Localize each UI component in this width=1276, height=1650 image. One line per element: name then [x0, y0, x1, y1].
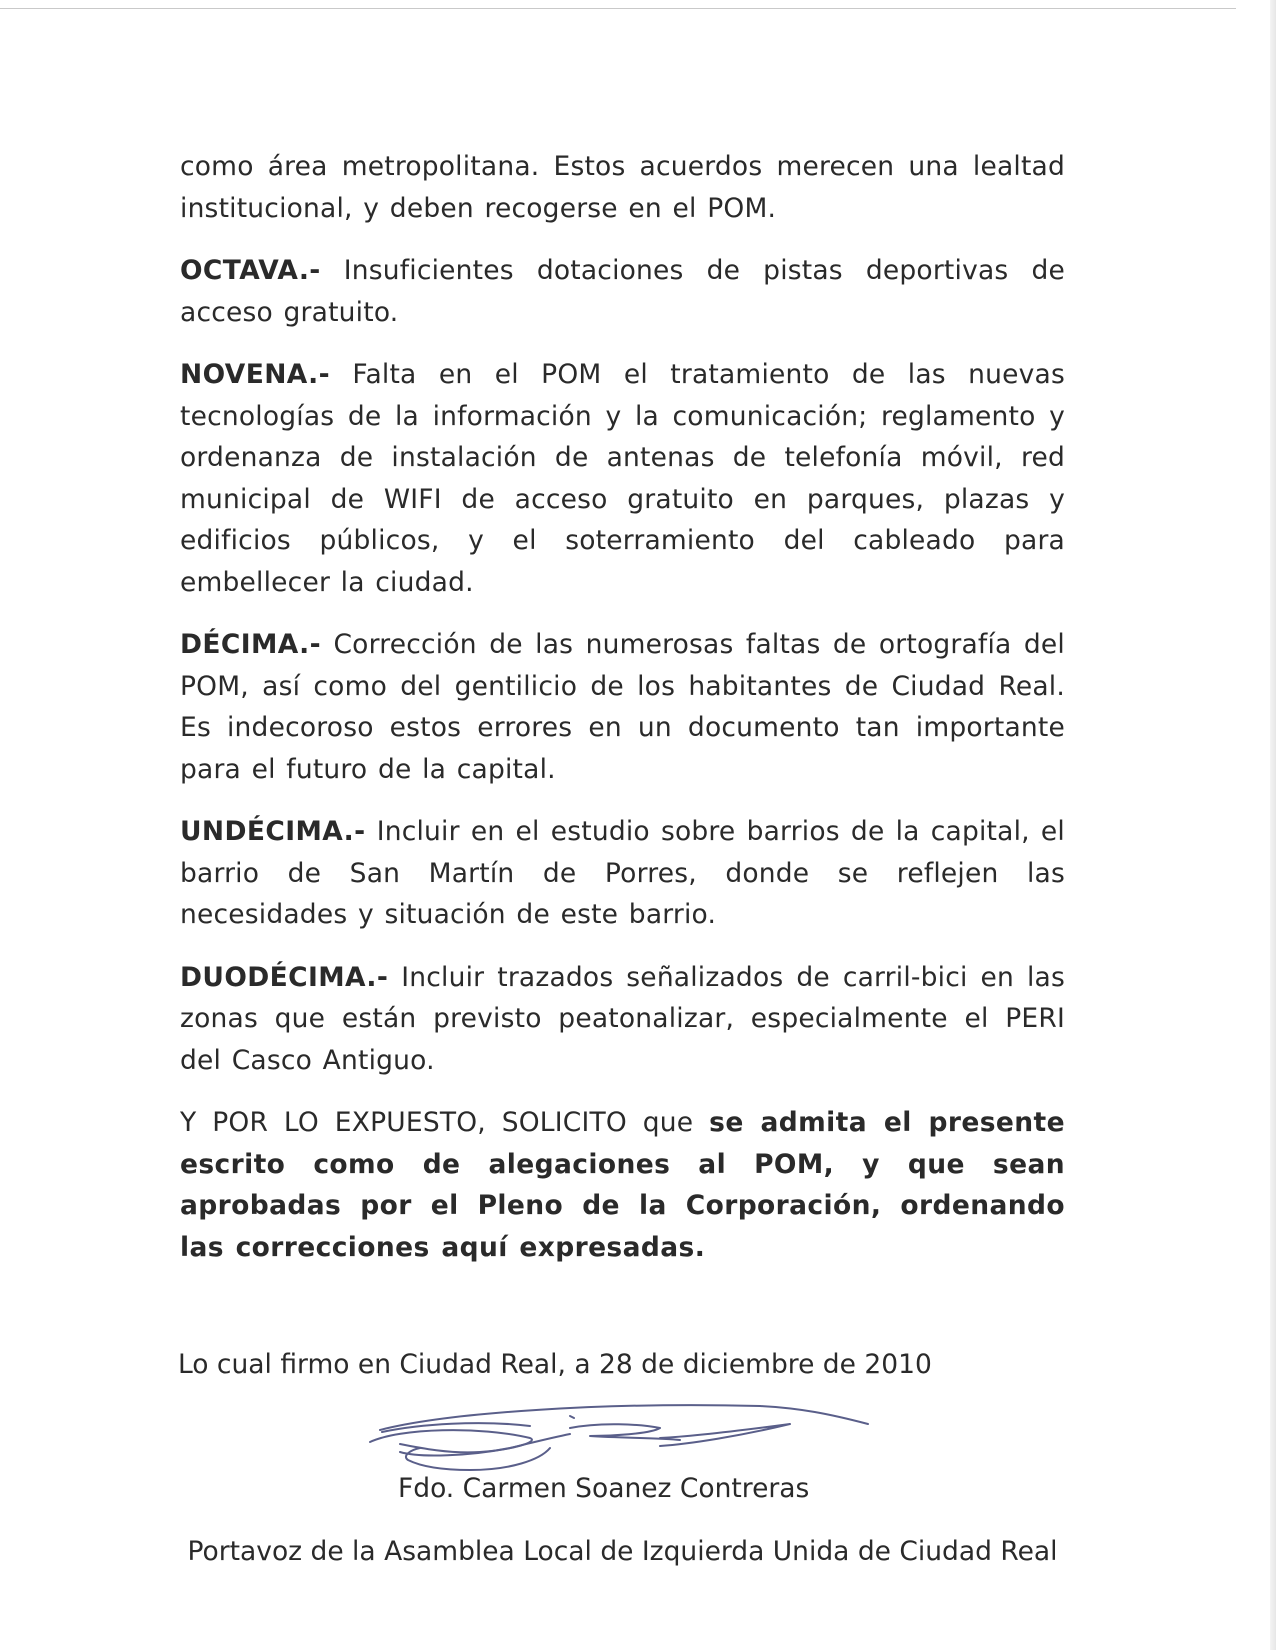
document-body: [180, 146, 1065, 1289]
signer-role: Portavoz de la Asamblea Local de Izquierda Unida de Ciudad Real: [187, 1536, 1058, 1567]
paragraph-novena: [180, 354, 1065, 603]
clause-heading: NOVENA.-: [180, 359, 331, 390]
clause-heading: DUODÉCIMA.-: [180, 961, 389, 993]
paragraph-text: como área metropolitana. Estos acuerdos merecen una lealtad institucional, y deben recogerse en el POM.: [180, 151, 1065, 224]
paragraph-octava: [180, 250, 1065, 333]
paragraph-text: Corrección de las numerosas faltas de ortografía del POM, así como del gentilicio de los habitantes de Ciudad Real. Es indecoroso estos errores en un documento tan importante para el futuro de la capital.: [180, 629, 1065, 785]
paragraph-decima: [180, 624, 1065, 790]
paragraph-request: [180, 1102, 1065, 1268]
handwritten-signature: [360, 1398, 900, 1478]
paragraph-text: Falta en el POM el tratamiento de las nuevas tecnologías de la información y la comunicación; reglamento y ordenanza de instalación de antenas de telefonía móvil, red municipal de WIFI de acceso gratuito en parques, plazas y edificios públicos, y el soterramiento del cableado para embellecer la ciudad.: [180, 359, 1065, 598]
scan-edge-line: [0, 8, 1236, 9]
signer-name: Fdo. Carmen Soanez Contreras: [398, 1473, 810, 1504]
request-bold: se admita el presente escrito como de alegaciones al POM, y que sean aprobadas por el Pleno de la Corporación, ordenando las correcciones aquí expresadas.: [180, 1107, 1065, 1263]
paragraph-text: Insuficientes dotaciones de pistas deportivas de acceso gratuito.: [180, 255, 1065, 328]
paragraph-duodecima: [180, 957, 1065, 1082]
paragraph-continuation: [180, 146, 1065, 229]
clause-heading: OCTAVA.-: [180, 255, 321, 286]
clause-heading: DÉCIMA.-: [180, 629, 322, 660]
paragraph-text: Incluir trazados señalizados de carril-bici en las zonas que están previsto peatonalizar, especialmente el PERI del Casco Antiguo.: [180, 961, 1065, 1076]
request-intro: Y POR LO EXPUESTO, SOLICITO que: [180, 1107, 710, 1138]
closing-line: Lo cual firmo en Ciudad Real, a 28 de diciembre de 2010: [178, 1349, 932, 1380]
paragraph-text: Incluir en el estudio sobre barrios de la capital, el barrio de San Martín de Porres, donde se reflejen las necesidades y situación de este barrio.: [180, 816, 1065, 930]
scan-page-edge: [1270, 0, 1276, 1650]
clause-heading: UNDÉCIMA.-: [180, 816, 366, 847]
paragraph-undecima: [180, 811, 1065, 936]
